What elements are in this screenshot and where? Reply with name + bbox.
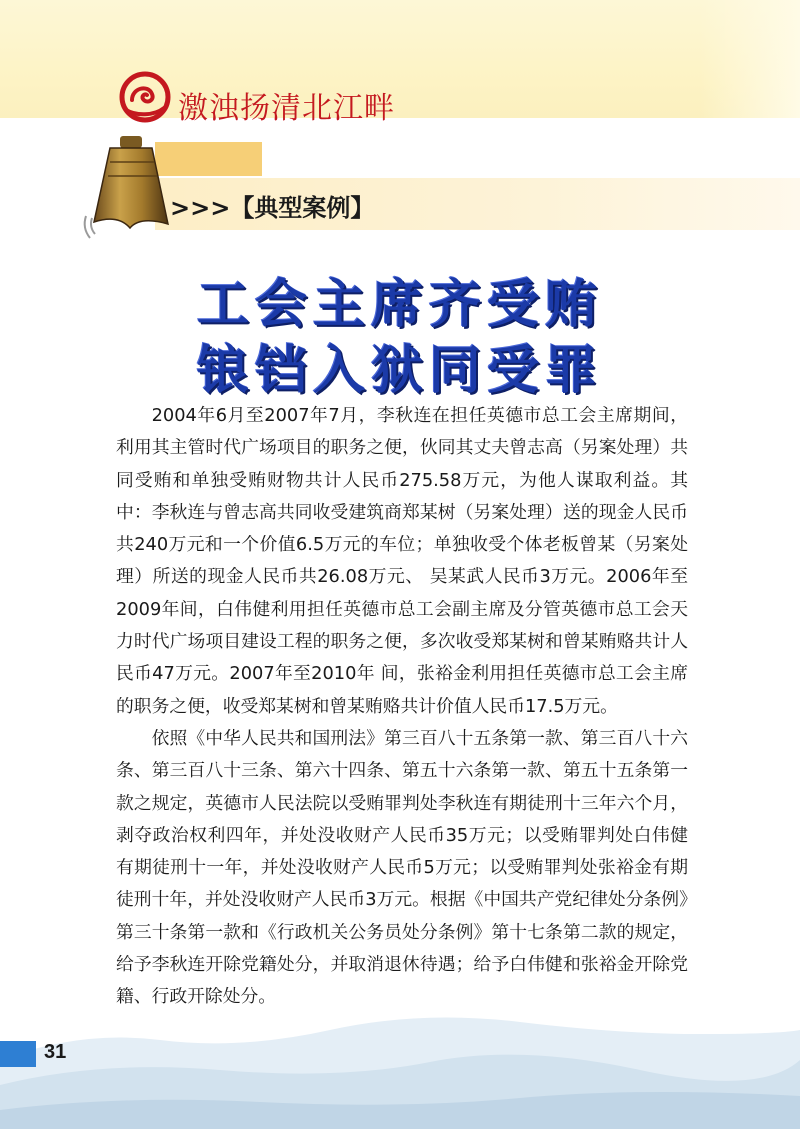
bronze-bell-icon: [80, 132, 180, 244]
header-title: 激浊扬清北江畔: [178, 91, 395, 126]
section-label: >>>【典型案例】: [170, 194, 375, 222]
paragraph: 依照《中华人民共和国刑法》第三百八十五条第一款、第三百八十六条、第三百八十三条、第六十四条、第五十六条第一款、第五十五条第一款之规定，英德市人民法院以受贿罪判处李秋连有期徒刑十三年六个月，剥夺政治权利四年，并处没收财产人民币35万元；以受贿罪判处白伟健有期徒刑十一年，并处没收财产人民币5万元；以受贿罪判处张裕金有期徒刑十年，并处没收财产人民币3万元。根据《中国共产党纪律处分条例》第三十条第一款和《行政机关公务员处分条例》第十七条第二款的规定，给予李秋连开除党籍处分，并取消退休待遇；给予白伟健和张裕金开除党籍、行政开除处分。: [116, 727, 688, 1008]
article-body: [116, 400, 688, 1014]
article-title-line-2: 锒铛入狱同受罪: [196, 341, 603, 401]
page-number-tab: [0, 1041, 36, 1067]
paragraph: 2004年6月至2007年7月，李秋连在担任英德市总工会主席期间，利用其主管时代广场项目的职务之便，伙同其丈夫曾志高（另案处理）共同受贿和单独受贿财物共计人民币275.58万元，为他人谋取利益。其中：李秋连与曾志高共同收受建筑商郑某树（另案处理）送的现金人民币共240万元和一个价值6.5万元的车位；单独收受个体老板曾某（另案处理）所送的现金人民币共26.08万元、 吴某武人民币3万元。2006年至2009年间，白伟健利用担任英德市总工会副主席及分管英德市总工会天力时代广场项目建设工程的职务之便，多次收受郑某树和曾某贿赂共计人民币47万元。2007年至2010年 间，张裕金利用担任英德市总工会主席的职务之便，收受郑某树和曾某贿赂共计价值人民币17.5万元。: [116, 405, 688, 717]
auspicious-cloud-logo-icon: [118, 70, 172, 124]
article-title-line-1: 工会主席齐受贿: [196, 275, 603, 335]
page-number: 31: [44, 1041, 67, 1063]
header-band-fade: [700, 0, 800, 118]
mountain-landscape-decoration: [0, 1000, 800, 1129]
